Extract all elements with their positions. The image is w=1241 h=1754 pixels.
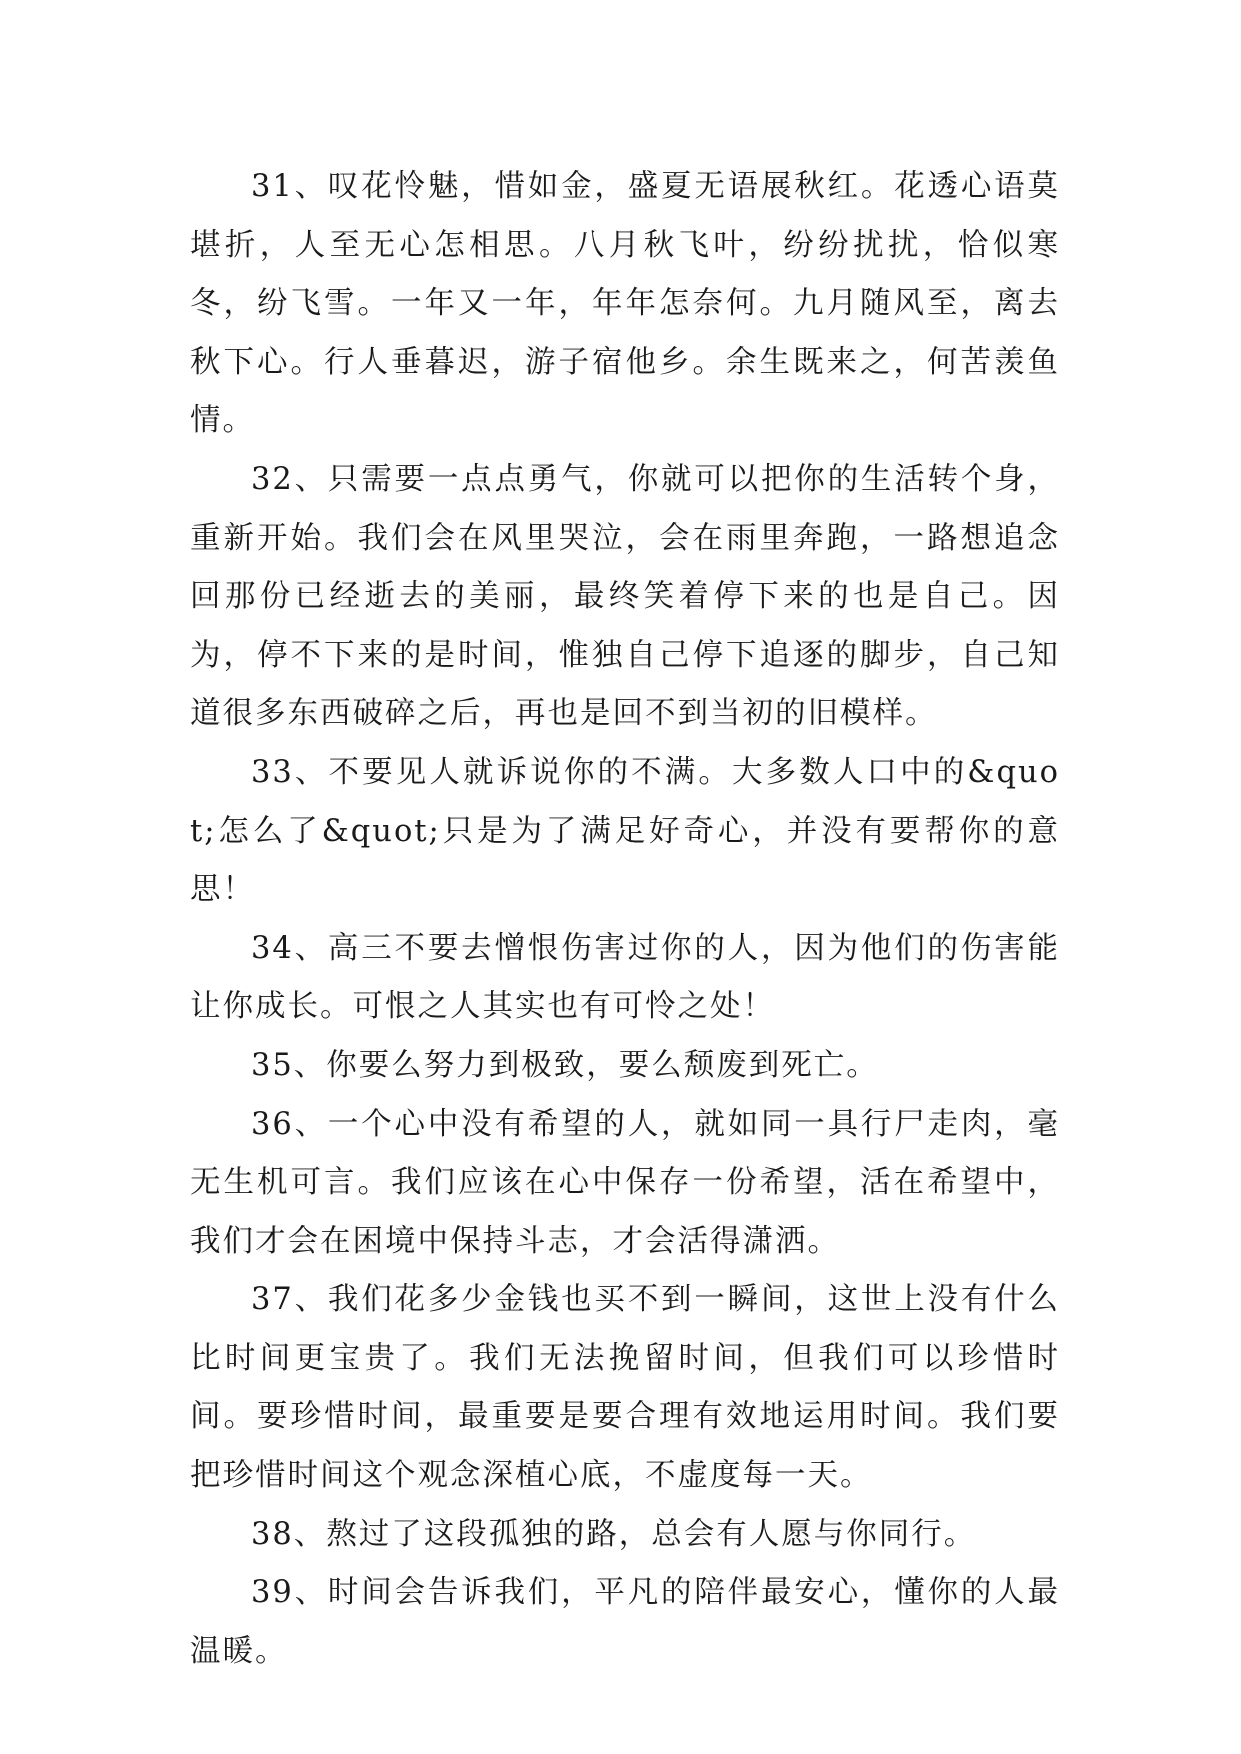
paragraph-38: 38、熬过了这段孤独的路，总会有人愿与你同行。 xyxy=(251,1516,977,1552)
paragraph-33: 33、不要见人就诉说你的不满。大多数人口中的&quot;怎么了&quot;只是为了满足好奇心，并没有要帮你的意思！ xyxy=(190,754,1060,908)
paragraph-39: 39、时间会告诉我们，平凡的陪伴最安心，懂你的人最温暖。 xyxy=(190,1575,1060,1669)
paragraph-32: 32、只需要一点点勇气，你就可以把你的生活转个身，重新开始。我们会在风里哭泣，会在雨里奔跑，一路想追念回那份已经逝去的美丽，最终笑着停下来的也是自己。因为，停不下来的是时间，惟独自己停下追逐的脚步，自己知道很多东西破碎之后，再也是回不到当初的旧模样。 xyxy=(190,461,1060,732)
paragraph-31: 31、叹花怜魅，惜如金，盛夏无语展秋红。花透心语莫堪折，人至无心怎相思。八月秋飞叶，纷纷扰扰，恰似寒冬，纷飞雪。一年又一年，年年怎奈何。九月随风至，离去秋下心。行人垂暮迟，游子宿他乡。余生既来之，何苦羡鱼情。 xyxy=(190,169,1060,439)
paragraph-34: 34、高三不要去憎恨伤害过你的人，因为他们的伤害能让你成长。可恨之人其实也有可怜之处！ xyxy=(190,930,1060,1025)
paragraph-36: 36、一个心中没有希望的人，就如同一具行尸走肉，毫无生机可言。我们应该在心中保存一份希望，活在希望中，我们才会在困境中保持斗志，才会活得潇洒。 xyxy=(190,1106,1060,1259)
paragraph-37: 37、我们花多少金钱也买不到一瞬间，这世上没有什么比时间更宝贵了。我们无法挽留时间，但我们可以珍惜时间。要珍惜时间，最重要是要合理有效地运用时间。我们要把珍惜时间这个观念深植心底，不虚度每一天。 xyxy=(190,1282,1060,1494)
paragraph-35: 35、你要么努力到极致，要么颓废到死亡。 xyxy=(251,1047,879,1083)
document-body xyxy=(190,158,1060,1681)
